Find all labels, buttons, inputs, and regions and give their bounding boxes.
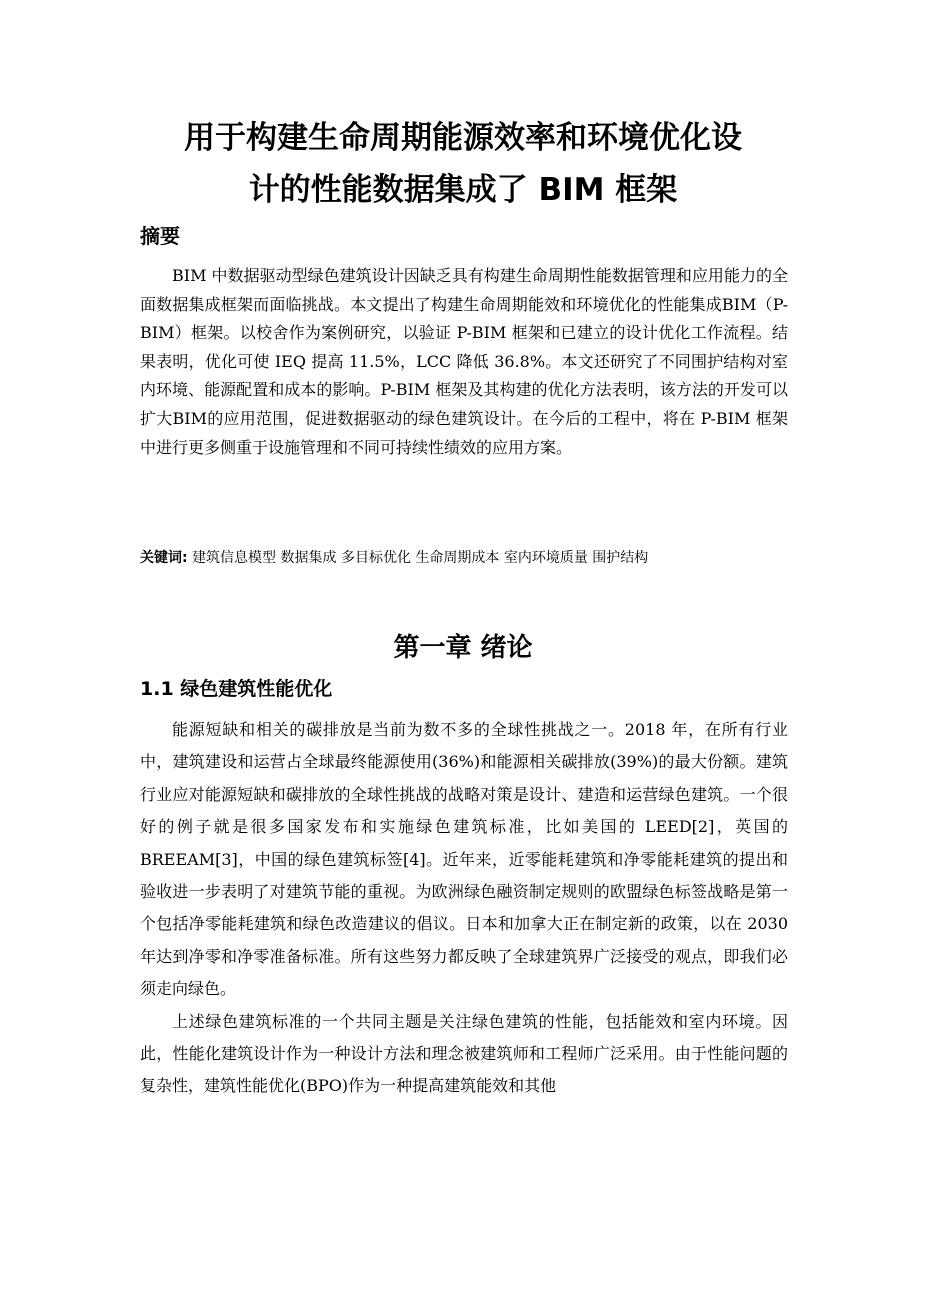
body-paragraph-2: 上述绿色建筑标准的一个共同主题是关注绿色建筑的性能，包括能效和室内环境。因此，性能化建筑设计作为一种设计方法和理念被建筑师和工程师广泛采用。由于性能问题的复杂性，建筑性能优化(BPO)作为一种提高建筑能效和其他: [140, 1011, 788, 1096]
paper-title-line2: 计的性能数据集成了 BIM 框架: [248, 172, 678, 208]
abstract-heading: 摘要: [140, 224, 180, 248]
paper-title-line1: 用于构建生命周期能源效率和环境优化设: [184, 120, 742, 156]
section-heading: 1.1 绿色建筑性能优化: [140, 678, 333, 700]
keywords-line: [140, 547, 840, 569]
abstract-body: BIM 中数据驱动型绿色建筑设计因缺乏具有构建生命周期性能数据管理和应用能力的全面数据集成框架而面临挑战。本文提出了构建生命周期能效和环境优化的性能集成BIM（P-BIM）框架。以校舍作为案例研究，以验证 P-BIM 框架和已建立的设计优化工作流程。结果表明，优化可使 IEQ 提高 11.5%，LCC 降低 36.8%。本文还研究了不同围护结构对室内环境、能源配置和成本的影响。P-BIM 框架及其构建的优化方法表明，该方法的开发可以扩大BIM的应用范围，促进数据驱动的绿色建筑设计。在今后的工程中，将在 P-BIM 框架中进行更多侧重于设施管理和不同可持续性绩效的应用方案。: [140, 266, 788, 457]
paper-title: [100, 112, 826, 216]
body-paragraph-1: 能源短缺和相关的碳排放是当前为数不多的全球性挑战之一。2018 年，在所有行业中，建筑建设和运营占全球最终能源使用(36%)和能源相关碳排放(39%)的最大份额。建筑行业应对能源短缺和碳排放的全球性挑战的战略对策是设计、建造和运营绿色建筑。一个很好的例子就是很多国家发布和实施绿色建筑标准，比如美国的 LEED[2]，英国的 BREEAM[3]，中国的绿色建筑标签[4]。近年来，近零能耗建筑和净零能耗建筑的提出和验收进一步表明了对建筑节能的重视。为欧洲绿色融资制定规则的欧盟绿色标签战略是第一个包括净零能耗建筑和绿色改造建议的倡议。日本和加拿大正在制定新的政策，以在 2030 年达到净零和净零准备标准。所有这些努力都反映了全球建筑界广泛接受的观点，即我们必须走向绿色。: [140, 720, 788, 999]
chapter-heading: 第一章 绪论: [393, 633, 533, 663]
body-text: [140, 714, 788, 1103]
keywords-text: 建筑信息模型 数据集成 多目标优化 生命周期成本 室内环境质量 围护结构: [192, 550, 649, 566]
keywords-label: 关键词:: [140, 550, 188, 566]
